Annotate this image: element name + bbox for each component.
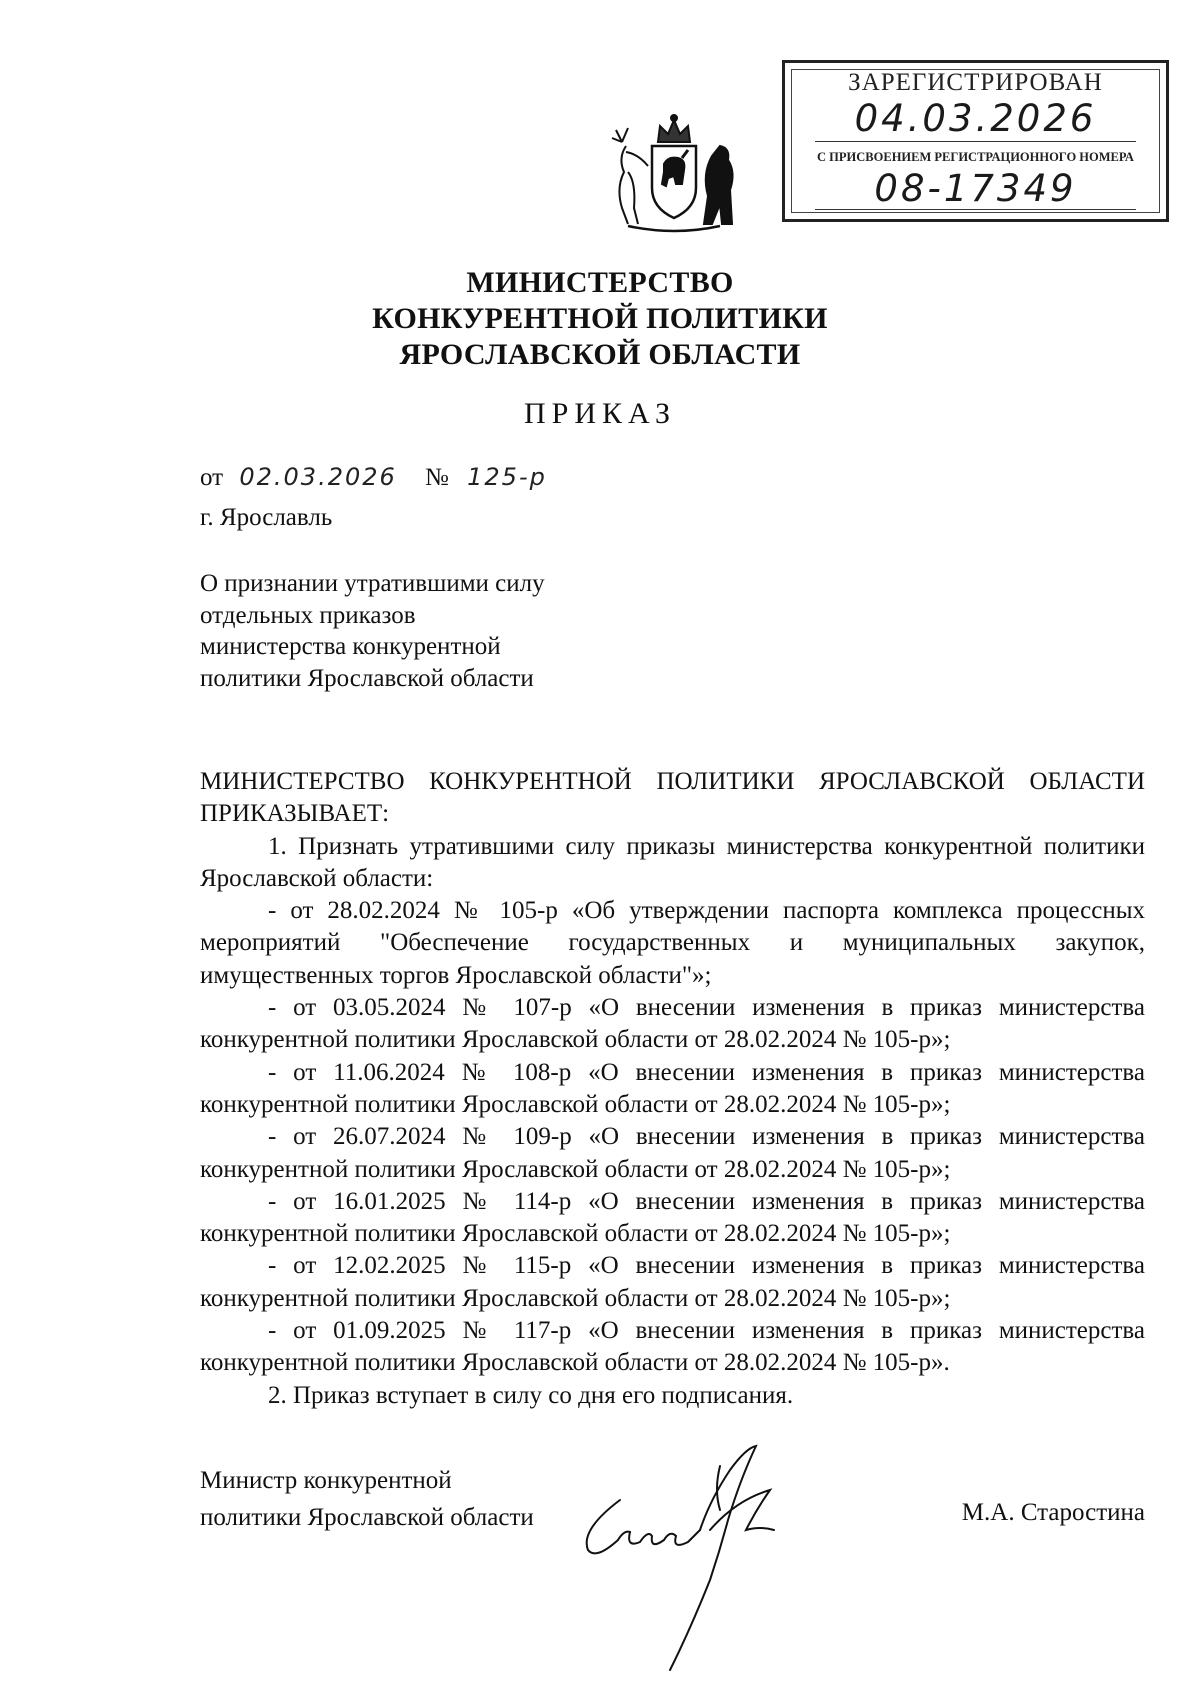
order-item-1: 1. Признать утратившими силу приказы министерства конкурентной политики Ярославской области: [200,832,1145,892]
ministry-line: МИНИСТЕРСТВО [466,266,734,299]
handwritten-signature [560,1380,860,1680]
subject-line: министерства конкурентной [200,633,501,660]
subject-line: политики Ярославской области [200,664,534,692]
order-date: 02.03.2026 [239,463,397,491]
order-date-number-line [200,463,547,492]
from-label: от [200,464,224,491]
revoked-order-item: - от 26.07.2024 № 109-р «О внесении изменения в приказ министерства конкурентной политики Ярославской области от 28.02.2024 № 105-р»; [200,1123,1145,1183]
signatory-name: М.А. Старостина [961,1499,1145,1526]
order-body [200,766,1145,1412]
stamp-divider [815,209,1136,210]
coat-of-arms-emblem [608,112,740,234]
order-number: 125-р [467,463,547,491]
number-label: № [425,464,449,491]
revoked-order-item: - от 12.02.2025 № 115-р «О внесении изменения в приказ министерства конкурентной политики Ярославской области от 28.02.2024 № 105-р»; [200,1252,1145,1312]
revoked-order-item: - от 28.02.2024 № 105-р «Об утверждении паспорта комплекса процессных мероприятий "Обеспечение государственных и муниципальных закупок, имущественных торгов Ярославской области"»; [200,897,1145,989]
preamble: МИНИСТЕРСТВО КОНКУРЕНТНОЙ ПОЛИТИКИ ЯРОСЛАВСКОЙ ОБЛАСТИ ПРИКАЗЫВАЕТ: [200,768,1145,828]
order-city: г. Ярославль [200,504,333,531]
signatory-position [200,1462,534,1536]
stamp-subtitle: С ПРИСВОЕНИЕМ РЕГИСТРАЦИОННОГО НОМЕРА [817,150,1134,164]
registration-stamp [782,60,1169,222]
ministry-line: КОНКУРЕНТНОЙ ПОЛИТИКИ [372,302,828,335]
order-subject [200,568,545,694]
order-item-2: 2. Приказ вступает в силу со дня его подписания. [268,1381,794,1409]
subject-line: отдельных приказов [200,601,416,629]
stamp-title: ЗАРЕГИСТРИРОВАН [848,69,1103,96]
revoked-order-item: - от 11.06.2024 № 108-р «О внесении изменения в приказ министерства конкурентной политики Ярославской области от 28.02.2024 № 105-р»; [200,1058,1145,1118]
signatory-position-line: политики Ярославской области [200,1504,534,1531]
revoked-order-item: - от 16.01.2025 № 114-р «О внесении изменения в приказ министерства конкурентной политики Ярославской области от 28.02.2024 № 105-р»; [200,1187,1145,1248]
stamp-registration-number: 08-17349 [874,167,1077,210]
signatory-position-line: Министр конкурентной [200,1467,452,1494]
revoked-order-item: - от 01.09.2025 № 117-р «О внесении изменения в приказ министерства конкурентной политики Ярославской области от 28.02.2024 № 105-р». [200,1317,1145,1377]
stamp-date: 04.03.2026 [854,97,1097,140]
document-type-title: ПРИКАЗ [524,397,676,430]
stamp-divider [815,141,1136,142]
ministry-line: ЯРОСЛАВСКОЙ ОБЛАСТИ [399,338,801,371]
ministry-name [0,265,1200,373]
revoked-order-item: - от 03.05.2024 № 107-р «О внесении изменения в приказ министерства конкурентной политики Ярославской области от 28.02.2024 № 105-р»; [200,994,1145,1054]
subject-line: О признании утратившими силу [200,570,545,597]
